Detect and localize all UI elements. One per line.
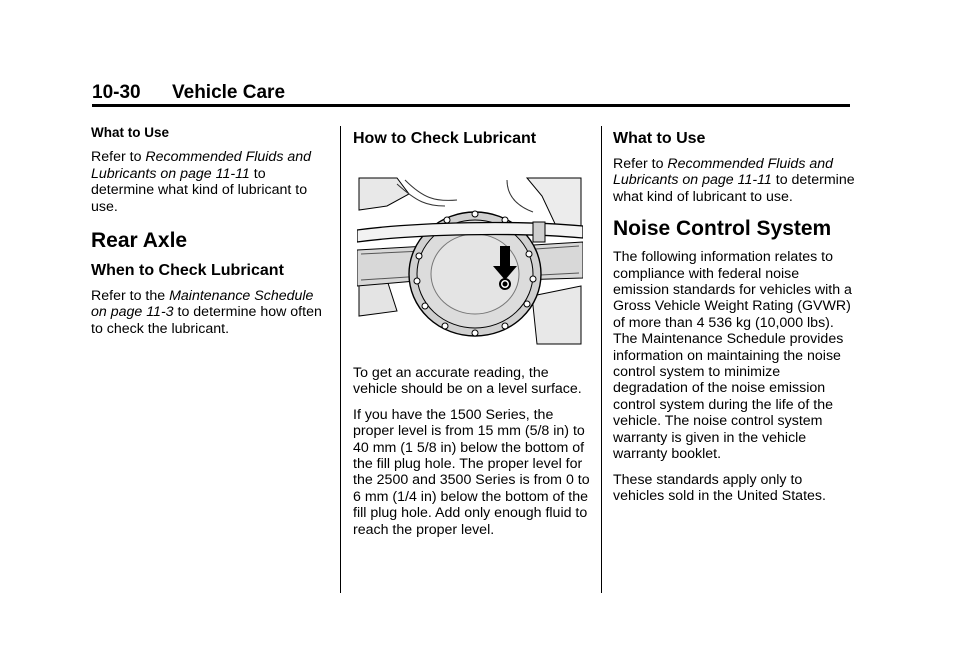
noise-info-paragraph: The following information relates to compliance with federal noise emission standards for vehicles with a Gross Vehicle Weight Rating (GVWR) of more than 4 536 kg (10,000 lbs). The Maintenance Schedule provides information on maintaining the noise control system to minimize degradation of the noise emission control system during the life of the vehicle. The noise control system warranty is given in the vehicle warranty booklet. <box>613 249 852 463</box>
noise-control-heading: Noise Control System <box>613 217 832 241</box>
level-surface-paragraph: To get an accurate reading, the vehicle should be on a level surface. <box>353 365 582 398</box>
rear-axle-heading: Rear Axle <box>91 229 188 253</box>
refer-prefix-2: Refer to <box>613 156 668 172</box>
us-standards-paragraph: These standards apply only to vehicles sold in the United States. <box>613 471 826 504</box>
header-rule <box>92 104 850 107</box>
column-3 <box>613 125 857 513</box>
maintenance-schedule-link[interactable]: Maintenance Schedule on page 11-3 <box>91 288 314 321</box>
refer-suffix-2: to determine what kind of lubricant to use. <box>613 172 855 205</box>
fluids-reference-link[interactable]: Recommended Fluids and Lubricants on page 11-11 <box>91 149 312 182</box>
fluids-reference-link-2[interactable]: Recommended Fluids and Lubricants on page 11-11 <box>613 156 834 189</box>
when-paragraph <box>91 288 327 337</box>
refer-suffix: to determine what kind of lubricant to use. <box>91 165 308 215</box>
when-to-check-heading: When to Check Lubricant <box>91 262 284 280</box>
proper-level-paragraph: If you have the 1500 Series, the proper level is from 15 mm (5/8 in) to 40 mm (1 5/8 in) below the bottom of the fill plug hole. The proper level for the 2500 and 3500 Series is from 0 to 6 mm (1/4 in) below the bottom of the fill plug hole. Add only enough fluid to reach the proper level. <box>353 406 590 538</box>
refer-prefix: Refer to <box>91 149 146 166</box>
column-2 <box>353 125 591 156</box>
refer-paragraph <box>91 149 327 215</box>
refer-paragraph-2 <box>613 156 857 205</box>
column-2-text <box>353 365 591 547</box>
what-to-use-heading-2: What to Use <box>613 130 706 147</box>
when-prefix: Refer to the <box>91 288 170 305</box>
rear-axle-fill-plug-illustration <box>357 176 583 346</box>
what-to-use-heading: What to Use <box>91 125 170 140</box>
page-number: 10-30 <box>92 82 141 103</box>
how-to-check-heading: How to Check Lubricant <box>353 130 537 147</box>
column-divider-1 <box>340 126 341 593</box>
when-suffix: to determine how often to check the lubricant. <box>91 304 322 337</box>
column-divider-2 <box>601 126 602 593</box>
column-1 <box>91 125 327 346</box>
section-title: Vehicle Care <box>172 82 286 103</box>
